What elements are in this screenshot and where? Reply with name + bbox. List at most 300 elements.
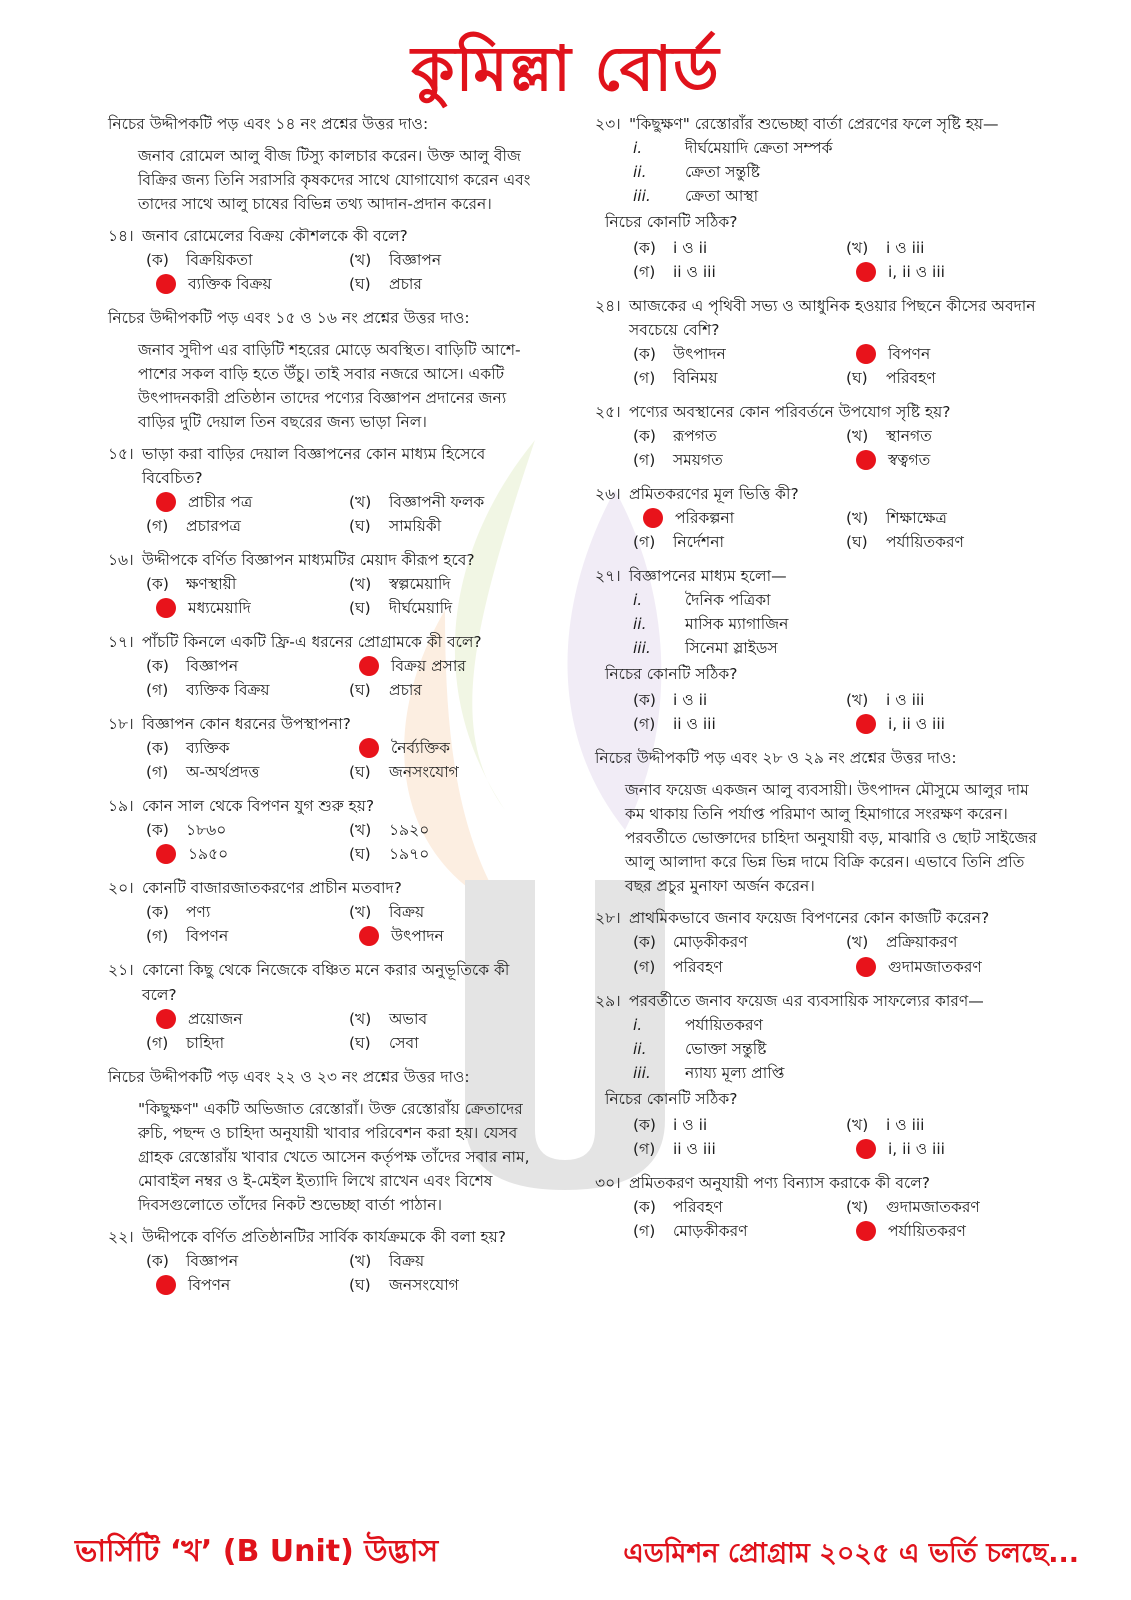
answer-option[interactable] xyxy=(349,272,538,296)
option-text: ii ও iii xyxy=(673,715,716,734)
roman-text: সিনেমা স্লাইডস xyxy=(685,639,778,658)
option-label: (ক) xyxy=(633,345,656,364)
option-label: (ঘ) xyxy=(349,275,371,294)
question-block xyxy=(108,548,538,620)
answer-option[interactable] xyxy=(146,654,335,678)
option-label: (ক) xyxy=(146,251,169,270)
answer-options xyxy=(146,490,538,538)
question-text: প্রমিতকরণের মূল ভিত্তি কী? xyxy=(629,485,799,504)
question-text: ভাড়া করা বাড়ির দেয়াল বিজ্ঞাপনের কোন মাধ্যম হিসেবে বিবেচিত? xyxy=(142,445,486,488)
question-header xyxy=(108,630,538,654)
instruction-text: নিচের উদ্দীপকটি পড় এবং ২৮ ও ২৯ নং প্রশ্নের উত্তর দাও: xyxy=(595,749,957,768)
question-text: "কিছুক্ষণ" রেস্তোরাঁর শুভেচ্ছা বার্তা প্রেরণের ফলে সৃষ্টি হয়— xyxy=(629,115,999,133)
answer-option[interactable] xyxy=(846,1195,1045,1219)
selected-answer-mark xyxy=(856,957,876,977)
answer-option[interactable] xyxy=(633,930,832,954)
stimulus-passage: জনাব সুদীপ এর বাড়িটি শহরের মোড়ে অবস্থিত। বাড়িটি আশে-পাশের সকল বাড়ি হতে উঁচু। তাই সবার নজরে আসে। একটি উৎপাদনকারী প্রতিষ্ঠান তাদের পণ্যের বিজ্ঞাপন প্রদানের জন্য বাড়ির দুটি দেয়াল তিন বছরের জন্য ভাড়া নিল। xyxy=(138,341,521,432)
option-text: দীর্ঘমেয়াদি xyxy=(389,599,453,618)
answer-option[interactable] xyxy=(633,260,832,284)
roman-text: ন্যায্য মূল্য প্রাপ্তি xyxy=(685,1063,785,1082)
option-text: চাহিদা xyxy=(186,1033,225,1052)
option-text: অ-অর্থপ্রদত্ত xyxy=(186,763,260,782)
option-text: পণ্য xyxy=(186,903,211,922)
option-text: গুদামজাতকরণ xyxy=(888,957,982,976)
roman-statement xyxy=(633,1037,1045,1061)
answer-option[interactable] xyxy=(846,688,1045,712)
question-block xyxy=(595,112,1045,284)
question-text: প্রাথমিকভাবে জনাব ফয়েজ বিপণনের কোন কাজটি করেন? xyxy=(629,909,990,928)
stimulus-passage: জনাব ফয়েজ একজন আলু ব্যবসায়ী। উৎপাদন মৌসুমে আলুর দাম কম থাকায় তিনি পর্যাপ্ত পরিমাণ আলু হিমাগারে সংরক্ষণ করেন। পরবর্তীতে ভোক্তাদের চাহিদা অনুযায়ী বড়, মাঝারি ও ছোট সাইজের আলু আলাদা করে ভিন্ন ভিন্ন দামে বিক্রি করেন। এভাবে তিনি প্রতি বছর প্রচুর মুনাফা অর্জন করেন। xyxy=(625,781,1037,896)
option-label: (খ) xyxy=(846,933,869,952)
option-label: (গ) xyxy=(146,763,169,782)
selected-answer-mark xyxy=(359,926,379,946)
option-label: (ক) xyxy=(633,239,656,258)
roman-statement xyxy=(633,1013,1045,1037)
answer-option[interactable] xyxy=(349,1031,538,1055)
answer-option[interactable] xyxy=(633,1195,832,1219)
option-text: নির্দেশনা xyxy=(673,533,724,552)
question-block xyxy=(595,1171,1045,1243)
answer-option[interactable] xyxy=(846,260,1045,284)
roman-statement xyxy=(633,1061,1045,1085)
answer-option[interactable] xyxy=(146,736,335,760)
answer-option[interactable] xyxy=(349,842,538,866)
answer-option[interactable] xyxy=(146,900,335,924)
question-text: পাঁচটি কিনলে একটি ফ্রি-এ ধরনের প্রোগ্রামকে কী বলে? xyxy=(142,633,482,652)
roman-statements xyxy=(633,1013,1045,1085)
roman-label: iii. xyxy=(633,639,651,658)
answer-options xyxy=(146,736,538,784)
question-block xyxy=(108,1225,538,1297)
question-text: জনাব রোমেলের বিক্রয় কৌশলকে কী বলে? xyxy=(142,227,408,246)
answer-option[interactable] xyxy=(146,1031,335,1055)
option-label: (ঘ) xyxy=(349,517,371,536)
question-number: ২২। xyxy=(108,1227,134,1246)
question-block xyxy=(595,294,1045,390)
option-label: (ঘ) xyxy=(846,369,868,388)
option-text: উৎপাদন xyxy=(391,927,444,946)
answer-option[interactable] xyxy=(633,688,832,712)
option-text: i ও iii xyxy=(886,239,925,258)
answer-option[interactable] xyxy=(349,760,538,784)
option-label: (খ) xyxy=(349,1009,372,1028)
answer-option[interactable] xyxy=(349,900,538,924)
answer-option[interactable] xyxy=(633,530,832,554)
option-text: মোড়কীকরণ xyxy=(673,933,748,952)
footer-right-text: এডমিশন প্রোগ্রাম ২০২৫ এ ভর্তি চলছে... xyxy=(623,1538,1079,1569)
answer-option[interactable] xyxy=(633,1137,832,1161)
option-text: বিজ্ঞাপনী ফলক xyxy=(389,493,485,512)
option-text: স্বল্পমেয়াদি xyxy=(389,575,451,594)
right-column xyxy=(595,112,1045,1253)
answer-option[interactable] xyxy=(846,366,1045,390)
option-label: (খ) xyxy=(349,493,372,512)
answer-option[interactable] xyxy=(349,514,538,538)
option-text: মোড়কীকরণ xyxy=(673,1221,748,1240)
roman-statement xyxy=(633,636,1045,660)
option-text: পর্যায়িতকরণ xyxy=(886,533,964,552)
option-label: (গ) xyxy=(146,681,169,700)
answer-option[interactable] xyxy=(146,572,335,596)
question-header xyxy=(108,224,538,248)
roman-statement xyxy=(633,160,1045,184)
selected-answer-mark xyxy=(856,1221,876,1241)
answer-option[interactable] xyxy=(349,678,538,702)
page-title: কুমিল্লা বোর্ড xyxy=(411,32,720,105)
option-label: (খ) xyxy=(349,1251,372,1270)
option-label: (খ) xyxy=(846,691,869,710)
answer-option[interactable] xyxy=(146,272,335,296)
option-label: (ক) xyxy=(633,1197,656,1216)
roman-statement xyxy=(633,136,1045,160)
selected-answer-mark xyxy=(359,738,379,758)
option-label: (ক) xyxy=(146,903,169,922)
answer-option[interactable] xyxy=(633,342,832,366)
option-label: (গ) xyxy=(633,1139,656,1158)
question-header xyxy=(595,564,1045,588)
selected-answer-mark xyxy=(856,450,876,470)
option-label: (ক) xyxy=(633,1115,656,1134)
question-header xyxy=(108,442,538,490)
option-text: উৎপাদন xyxy=(673,345,726,364)
answer-options xyxy=(633,342,1045,390)
question-header xyxy=(595,400,1045,424)
roman-statements xyxy=(633,136,1045,208)
answer-option[interactable] xyxy=(633,366,832,390)
answer-option[interactable] xyxy=(146,1273,335,1297)
answer-option[interactable] xyxy=(146,818,335,842)
option-text: স্বত্বগত xyxy=(888,451,931,470)
option-label: (ঘ) xyxy=(349,1033,371,1052)
option-label: (খ) xyxy=(846,1197,869,1216)
roman-statements xyxy=(633,588,1045,660)
question-block xyxy=(108,442,538,538)
question-header xyxy=(108,876,538,900)
answer-options xyxy=(633,1113,1045,1161)
answer-option[interactable] xyxy=(846,236,1045,260)
option-text: বিজ্ঞাপন xyxy=(186,657,239,676)
answer-option[interactable] xyxy=(146,596,335,620)
answer-option[interactable] xyxy=(846,712,1045,736)
answer-option[interactable] xyxy=(633,712,832,736)
question-number: ২৮। xyxy=(595,909,621,928)
option-text: i ও ii xyxy=(673,239,708,258)
answer-option[interactable] xyxy=(146,842,335,866)
answer-option[interactable] xyxy=(633,1219,832,1243)
answer-option[interactable] xyxy=(349,572,538,596)
answer-options xyxy=(146,248,538,296)
question-text: বিজ্ঞাপন কোন ধরনের উপস্থাপনা? xyxy=(142,715,351,734)
question-block xyxy=(108,224,538,296)
option-label: (খ) xyxy=(349,821,372,840)
which-correct-prompt: নিচের কোনটি সঠিক? xyxy=(605,665,738,684)
option-text: প্রচারপত্র xyxy=(186,517,241,536)
roman-text: পর্যায়িতকরণ xyxy=(685,1015,763,1034)
answer-option[interactable] xyxy=(846,930,1045,954)
question-number: ২৩। xyxy=(595,115,621,133)
option-text: ব্যক্তিক বিক্রয় xyxy=(188,275,272,294)
roman-text: দৈনিক পত্রিকা xyxy=(685,591,771,610)
question-text: প্রমিতকরণ অনুযায়ী পণ্য বিন্যাস করাকে কী বলে? xyxy=(629,1173,930,1192)
answer-option[interactable] xyxy=(146,490,335,514)
answer-options xyxy=(633,424,1045,472)
option-text: রূপগত xyxy=(673,427,717,446)
answer-options xyxy=(146,818,538,866)
question-block xyxy=(108,958,538,1054)
answer-option[interactable] xyxy=(349,924,538,948)
question-block xyxy=(108,876,538,948)
question-header xyxy=(595,906,1045,930)
selected-answer-mark xyxy=(156,1009,176,1029)
question-number: ২৪। xyxy=(595,297,621,316)
answer-option[interactable] xyxy=(349,818,538,842)
left-column xyxy=(108,112,538,1307)
option-label: (ঘ) xyxy=(349,681,371,700)
question-text: উদ্দীপকে বর্ণিত প্রতিষ্ঠানটির সার্বিক কার্যক্রমকে কী বলা হয়? xyxy=(142,1227,507,1246)
option-label: (ক) xyxy=(146,575,169,594)
option-text: ১৯৫০ xyxy=(188,845,229,864)
answer-options xyxy=(633,1195,1045,1243)
option-label: (ঘ) xyxy=(349,845,371,864)
answer-option[interactable] xyxy=(633,506,832,530)
answer-option[interactable] xyxy=(146,248,335,272)
option-text: i ও ii xyxy=(673,691,708,710)
answer-option[interactable] xyxy=(633,424,832,448)
option-text: ii ও iii xyxy=(673,263,716,282)
option-text: সময়গত xyxy=(673,451,723,470)
question-header xyxy=(595,482,1045,506)
answer-option[interactable] xyxy=(349,1249,538,1273)
answer-option[interactable] xyxy=(146,678,335,702)
option-text: বিক্রয়িকতা xyxy=(186,251,253,270)
option-text: ১৯৭০ xyxy=(389,845,430,864)
option-label: (ক) xyxy=(633,691,656,710)
question-number: ২৭। xyxy=(595,567,621,586)
option-label: (খ) xyxy=(349,251,372,270)
question-text: বিজ্ঞাপনের মাধ্যম হলো— xyxy=(629,567,787,586)
question-number: ১৬। xyxy=(108,551,134,570)
roman-label: ii. xyxy=(633,1039,647,1058)
option-text: i ও ii xyxy=(673,1115,708,1134)
question-block xyxy=(108,630,538,702)
option-text: গুদামজাতকরণ xyxy=(886,1197,980,1216)
answer-option[interactable] xyxy=(349,596,538,620)
option-text: সাময়িকী xyxy=(389,517,442,536)
option-text: ১৯২০ xyxy=(389,821,430,840)
option-label: (খ) xyxy=(846,1115,869,1134)
which-correct-prompt: নিচের কোনটি সঠিক? xyxy=(605,213,738,232)
roman-label: i. xyxy=(633,139,643,158)
question-header xyxy=(108,794,538,818)
question-header xyxy=(108,712,538,736)
question-text: আজকের এ পৃথিবী সভ্য ও আধুনিক হওয়ার পিছনে কীসের অবদান সবচেয়ে বেশি? xyxy=(629,297,1036,340)
question-header xyxy=(108,1225,538,1249)
selected-answer-mark xyxy=(643,508,663,528)
option-label: (ঘ) xyxy=(349,763,371,782)
option-text: প্রয়োজন xyxy=(188,1009,243,1028)
answer-option[interactable] xyxy=(846,342,1045,366)
answer-option[interactable] xyxy=(633,448,832,472)
question-text: উদ্দীপকে বর্ণিত বিজ্ঞাপন মাধ্যমটির মেয়াদ কীরূপ হবে? xyxy=(142,551,475,570)
option-label: (গ) xyxy=(633,533,656,552)
option-text: প্রাচীর পত্র xyxy=(188,493,253,512)
question-header xyxy=(108,548,538,572)
roman-statement xyxy=(633,612,1045,636)
footer-left-text: ভার্সিটি ‘খ’ (B Unit) উদ্ভাস xyxy=(75,1534,439,1569)
answer-option[interactable] xyxy=(349,248,538,272)
answer-option[interactable] xyxy=(633,955,832,979)
option-label: (খ) xyxy=(846,509,869,528)
answer-option[interactable] xyxy=(846,448,1045,472)
question-block xyxy=(595,400,1045,472)
question-block xyxy=(595,564,1045,736)
option-label: (ক) xyxy=(146,1251,169,1270)
answer-option[interactable] xyxy=(349,736,538,760)
question-number: ২১। xyxy=(108,961,134,980)
question-number: ১৯। xyxy=(108,797,134,816)
answer-options xyxy=(146,654,538,702)
option-label: (গ) xyxy=(633,957,656,976)
option-label: (গ) xyxy=(633,715,656,734)
answer-option[interactable] xyxy=(633,1113,832,1137)
roman-label: i. xyxy=(633,1015,643,1034)
option-label: (গ) xyxy=(633,451,656,470)
question-text: কোনো কিছু থেকে নিজেকে বঞ্চিত মনে করার অনুভূতিকে কী বলে? xyxy=(142,961,510,1004)
answer-options xyxy=(146,900,538,948)
option-label: (গ) xyxy=(633,263,656,282)
instruction-text: নিচের উদ্দীপকটি পড় এবং ২২ ও ২৩ নং প্রশ্নের উত্তর দাও: xyxy=(108,1067,470,1086)
stimulus-passage: জনাব রোমেল আলু বীজ টিস্যু কালচার করেন। উক্ত আলু বীজ বিক্রির জন্য তিনি সরাসরি কৃষকদের সাথে যোগাযোগ করেন এবং তাদের সাথে আলু চাষের বিভিন্ন তথ্য আদান-প্রদান করেন। xyxy=(138,147,531,214)
answer-option[interactable] xyxy=(146,924,335,948)
roman-text: ক্রেতা সন্তুষ্টি xyxy=(685,163,760,182)
which-correct-prompt: নিচের কোনটি সঠিক? xyxy=(605,1089,738,1108)
answer-option[interactable] xyxy=(349,1007,538,1031)
answer-option[interactable] xyxy=(349,1273,538,1297)
answer-option[interactable] xyxy=(846,955,1045,979)
roman-text: ভোক্তা সন্তুষ্টি xyxy=(685,1039,767,1058)
answer-option[interactable] xyxy=(846,1137,1045,1161)
answer-option[interactable] xyxy=(146,760,335,784)
option-text: ব্যক্তিক বিক্রয় xyxy=(186,681,270,700)
option-text: প্রচার xyxy=(389,275,422,294)
option-text: সেবা xyxy=(389,1033,419,1052)
roman-label: iii. xyxy=(633,1063,651,1082)
option-text: বিপণন xyxy=(186,927,229,946)
option-label: (ঘ) xyxy=(846,533,868,552)
answer-option[interactable] xyxy=(349,654,538,678)
question-number: ২৯। xyxy=(595,991,621,1010)
selected-answer-mark xyxy=(856,1139,876,1159)
answer-option[interactable] xyxy=(146,1007,335,1031)
question-block xyxy=(595,989,1045,1161)
selected-answer-mark xyxy=(359,656,379,676)
roman-text: ক্রেতা আস্থা xyxy=(685,187,759,206)
option-text: শিক্ষাক্ষেত্র xyxy=(886,509,947,528)
option-label: (ক) xyxy=(146,821,169,840)
option-text: ব্যক্তিক xyxy=(186,739,230,758)
answer-option[interactable] xyxy=(846,530,1045,554)
option-label: (ক) xyxy=(146,739,169,758)
roman-statement xyxy=(633,184,1045,208)
roman-label: i. xyxy=(633,591,643,610)
option-text: বিপণন xyxy=(188,1275,231,1294)
option-label: (গ) xyxy=(633,1221,656,1240)
roman-label: ii. xyxy=(633,163,647,182)
selected-answer-mark xyxy=(856,714,876,734)
instruction-text: নিচের উদ্দীপকটি পড় এবং ১৫ ও ১৬ নং প্রশ্নের উত্তর দাও: xyxy=(108,309,470,328)
selected-answer-mark xyxy=(156,274,176,294)
option-label: (ক) xyxy=(633,933,656,952)
answer-option[interactable] xyxy=(846,1113,1045,1137)
option-text: বিজ্ঞাপন xyxy=(186,1251,239,1270)
option-text: জনসংযোগ xyxy=(389,763,459,782)
option-text: ১৮৬০ xyxy=(186,821,227,840)
option-label: (খ) xyxy=(349,575,372,594)
roman-text: দীর্ঘমেয়াদি ক্রেতা সম্পর্ক xyxy=(685,139,833,158)
option-text: i ও iii xyxy=(886,691,925,710)
option-text: i ও iii xyxy=(886,1115,925,1134)
answer-option[interactable] xyxy=(146,1249,335,1273)
roman-statement xyxy=(633,588,1045,612)
option-text: i, ii ও iii xyxy=(888,1139,945,1158)
question-text: কোন সাল থেকে বিপণন যুগ শুরু হয়? xyxy=(142,797,375,816)
answer-options xyxy=(633,506,1045,554)
option-text: ক্ষণস্থায়ী xyxy=(186,575,237,594)
instruction-text: নিচের উদ্দীপকটি পড় এবং ১৪ নং প্রশ্নের উত্তর দাও: xyxy=(108,115,429,133)
option-label: (খ) xyxy=(846,427,869,446)
option-text: বিজ্ঞাপন xyxy=(389,251,442,270)
option-text: পরিবহণ xyxy=(673,1197,723,1216)
option-label: (ঘ) xyxy=(349,599,371,618)
option-text: স্থানগত xyxy=(886,427,932,446)
question-block xyxy=(108,794,538,866)
question-block xyxy=(595,482,1045,554)
option-text: বিক্রয় xyxy=(389,903,425,922)
question-block xyxy=(108,712,538,784)
option-label: (গ) xyxy=(633,369,656,388)
question-number: ১৫। xyxy=(108,445,134,464)
question-number: ২০। xyxy=(108,879,134,898)
option-text: বিক্রয় xyxy=(389,1251,425,1270)
question-header xyxy=(595,989,1045,1013)
option-text: বিক্রয় প্রসার xyxy=(391,657,466,676)
question-text: পণ্যের অবস্থানের কোন পরিবর্তনে উপযোগ সৃষ্টি হয়? xyxy=(629,403,951,422)
selected-answer-mark xyxy=(156,1275,176,1295)
question-text: কোনটি বাজারজাতকরণের প্রাচীন মতবাদ? xyxy=(142,879,402,898)
answer-option[interactable] xyxy=(846,424,1045,448)
option-text: i, ii ও iii xyxy=(888,715,945,734)
answer-option[interactable] xyxy=(846,506,1045,530)
roman-text: মাসিক ম্যাগাজিন xyxy=(685,615,789,634)
option-label: (খ) xyxy=(846,239,869,258)
answer-options xyxy=(146,572,538,620)
option-text: পরিবহণ xyxy=(886,369,936,388)
answer-option[interactable] xyxy=(146,514,335,538)
option-label: (ক) xyxy=(146,657,169,676)
option-text: প্রচার xyxy=(389,681,422,700)
answer-option[interactable] xyxy=(846,1219,1045,1243)
option-label: (ক) xyxy=(633,427,656,446)
option-text: পরিকল্পনা xyxy=(675,509,735,528)
answer-option[interactable] xyxy=(349,490,538,514)
answer-option[interactable] xyxy=(633,236,832,260)
option-text: পরিবহণ xyxy=(673,957,723,976)
option-text: পর্যায়িতকরণ xyxy=(888,1221,966,1240)
question-text: পরবর্তীতে জনাব ফয়েজ এর ব্যবসায়িক সাফল্যের কারণ— xyxy=(629,991,984,1010)
option-text: বিপণন xyxy=(888,345,931,364)
option-text: ii ও iii xyxy=(673,1139,716,1158)
roman-label: ii. xyxy=(633,615,647,634)
